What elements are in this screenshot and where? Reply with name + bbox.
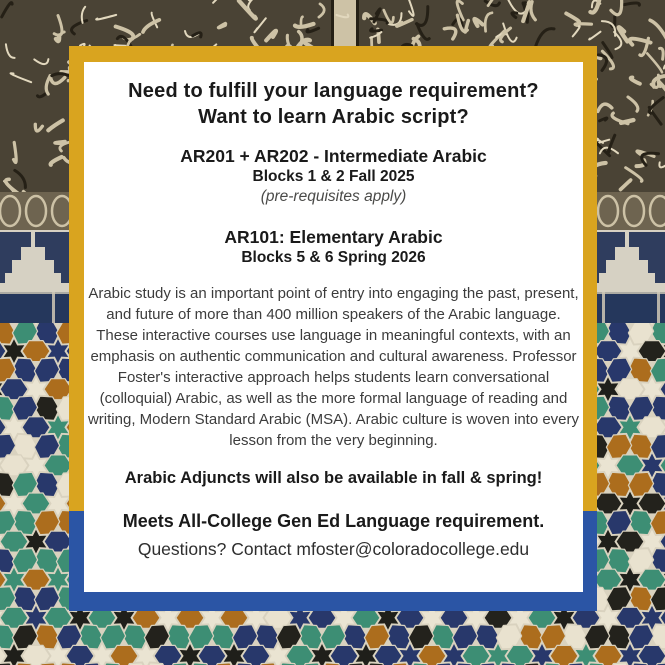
adjuncts-note: Arabic Adjuncts will also be available in fall & spring! bbox=[124, 469, 543, 487]
course2-title: AR101: Elementary Arabic bbox=[224, 227, 443, 247]
course1-title: AR201 + AR202 - Intermediate Arabic bbox=[180, 146, 487, 166]
headline bbox=[84, 78, 583, 130]
flyer-card bbox=[84, 62, 583, 592]
course-description: Arabic study is an important point of entry into engaging the past, present, and future of more than 400 million speakers of the Arabic language. These interactive courses use language in meaningful contexts, with an emphasis on authentic communication and cultural awareness. Professor Foster's interactive approach helps students learn conversational (colloquial) Arabic, as well as the more formal language of reading and writing, Modern Standard Arabic (MSA). Arabic culture is woven into every lesson from the very beginning. bbox=[87, 285, 580, 449]
course1-prerequisite-note: (pre-requisites apply) bbox=[260, 188, 407, 205]
course1-schedule: Blocks 1 & 2 Fall 2025 bbox=[252, 168, 415, 185]
gened-requirement-note: Meets All-College Gen Ed Language requirement. bbox=[122, 511, 545, 531]
course2-schedule: Blocks 5 & 6 Spring 2026 bbox=[241, 249, 426, 266]
headline-line2: Want to learn Arabic script? bbox=[198, 106, 469, 128]
course-intermediate bbox=[84, 145, 583, 207]
headline-line1: Need to fulfill your language requirement? bbox=[128, 80, 539, 102]
contact-line: Questions? Contact mfoster@coloradocollege.edu bbox=[137, 539, 530, 559]
course-elementary bbox=[84, 226, 583, 268]
